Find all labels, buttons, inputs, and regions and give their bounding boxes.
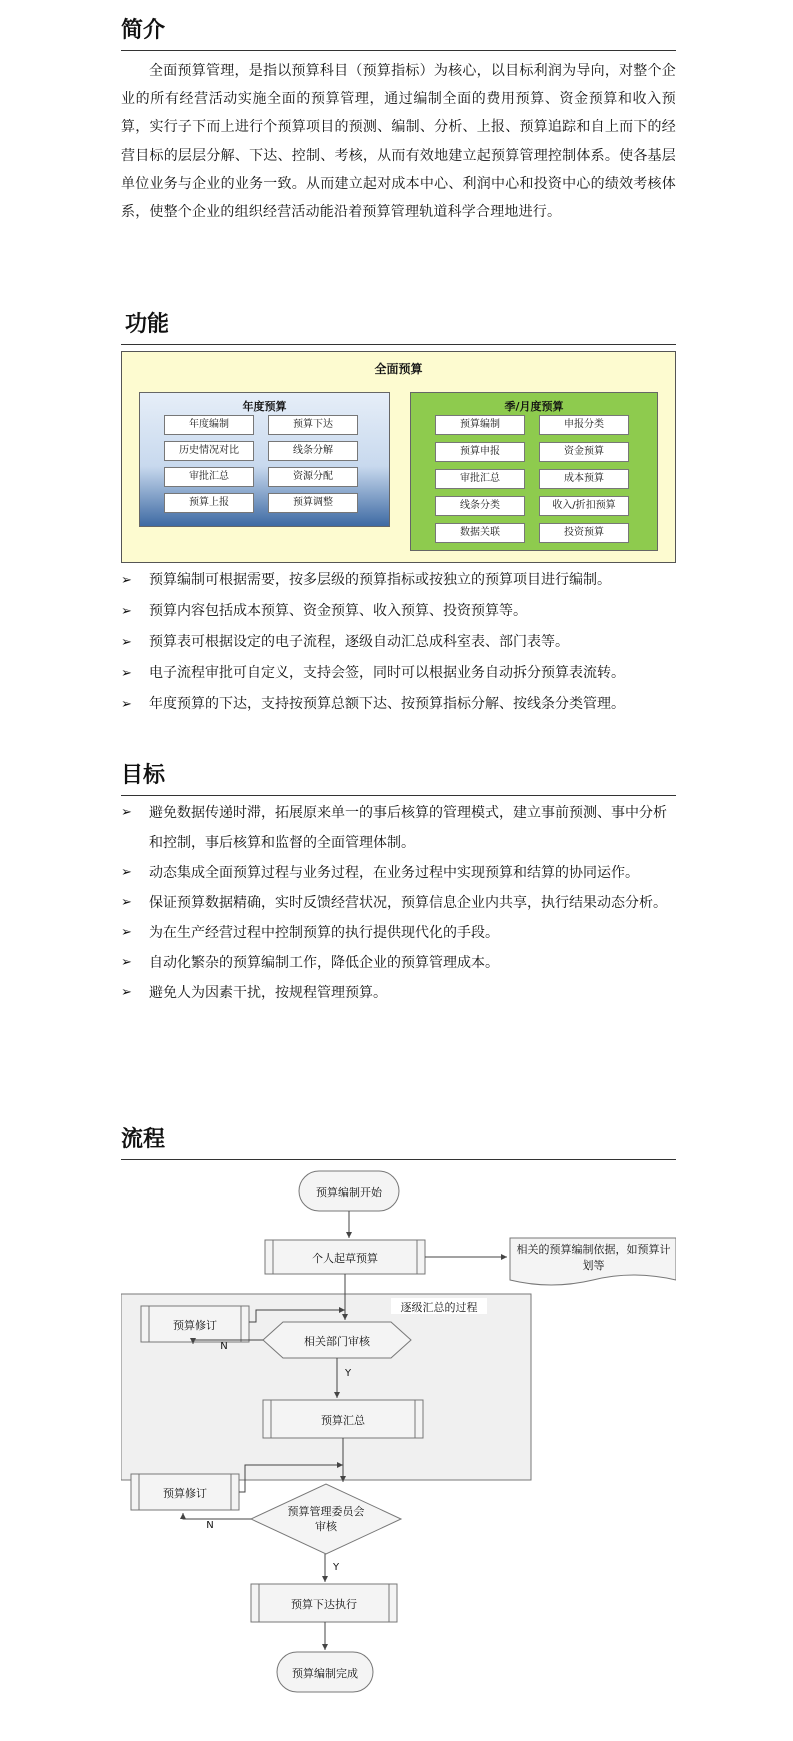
- function-item: 预算下达: [268, 415, 358, 435]
- arrow-bullet-icon: ➢: [121, 955, 132, 970]
- intro-paragraph: 全面预算管理，是指以预算科目（预算指标）为核心，以目标利润为导向，对整个企业的所有经营活动实施全面的预算管理，通过编制全面的费用预算、资金预算和收入预算，实行子下而上进行个预算项目的预测、编制、分析、上报、预算追踪和自上而下的经营目标的层层分解、下达、控制、考核，从而有效地建立起预算管理控制体系。使各基层单位业务与企业的业务一致。从而建立起对成本中心、利润中心和投资中心的绩效考核体系，使整个企业的组织经营活动能沿着预算管理轨道科学合理地进行。: [121, 63, 676, 221]
- revise-label: 预算修订: [173, 1319, 217, 1332]
- function-item: 预算申报: [435, 442, 525, 462]
- panel-title: 年度预算: [242, 400, 287, 413]
- arrow-bullet-icon: ➢: [121, 635, 132, 650]
- group-label: 逐级汇总的过程: [400, 1301, 478, 1314]
- function-item: 成本预算: [539, 469, 629, 489]
- yes-label: Y: [332, 1562, 340, 1573]
- section-title-intro: 简介: [121, 18, 166, 43]
- revise-label: 预算修订: [163, 1487, 207, 1500]
- process-flowchart: [121, 1164, 676, 1724]
- no-label: N: [206, 1520, 214, 1531]
- function-item: 资源分配: [268, 467, 358, 487]
- arrow-bullet-icon: ➢: [121, 573, 132, 588]
- arrow-bullet-icon: ➢: [121, 895, 132, 910]
- summary-label: 预算汇总: [321, 1414, 365, 1427]
- function-item: 预算编制: [435, 415, 525, 435]
- list-item: ➢ 避免数据传递时滞，拓展原来单一的事后核算的管理模式，建立事前预测、事中分析和控制，事后核算和监督的全面管理体制。: [121, 798, 676, 858]
- divider: [121, 344, 676, 345]
- quarterly-monthly-budget-panel: [410, 392, 658, 551]
- annual-budget-panel: [139, 392, 390, 527]
- function-item: 年度编制: [164, 415, 254, 435]
- function-item: 线条分类: [435, 496, 525, 516]
- function-item: 历史情况对比: [164, 441, 254, 461]
- function-item: 线条分解: [268, 441, 358, 461]
- start-label: 预算编制开始: [316, 1186, 382, 1199]
- arrow-bullet-icon: ➢: [121, 697, 132, 712]
- draft-label: 个人起草预算: [312, 1252, 378, 1265]
- divider: [121, 1159, 676, 1160]
- list-item: ➢ 预算表可根据设定的电子流程，逐级自动汇总成科室表、部门表等。: [121, 627, 676, 658]
- list-item: ➢ 保证预算数据精确，实时反馈经营状况，预算信息企业内共享，执行结果动态分析。: [121, 888, 676, 918]
- function-item: 收入/折扣预算: [539, 496, 629, 516]
- end-label: 预算编制完成: [292, 1667, 358, 1680]
- arrow-bullet-icon: ➢: [121, 805, 132, 820]
- function-item: 审批汇总: [435, 469, 525, 489]
- function-item: 预算上报: [164, 493, 254, 513]
- no-label: N: [220, 1341, 228, 1352]
- arrow-bullet-icon: ➢: [121, 666, 132, 681]
- arrow-bullet-icon: ➢: [121, 925, 132, 940]
- diagram-title: 全面预算: [374, 362, 423, 376]
- section-title-goals: 目标: [121, 763, 166, 788]
- committee-label: 预算管理委员会审核: [287, 1505, 365, 1533]
- goals-bullet-list: [121, 798, 676, 1008]
- function-item: 申报分类: [539, 415, 629, 435]
- dept-review-label: 相关部门审核: [304, 1335, 370, 1348]
- functions-bullet-list: [121, 565, 676, 720]
- yes-label: Y: [344, 1368, 352, 1379]
- section-title-process: 流程: [121, 1127, 166, 1152]
- budget-function-diagram: [121, 351, 676, 563]
- arrow-bullet-icon: ➢: [121, 604, 132, 619]
- divider: [121, 50, 676, 51]
- list-item: ➢ 年度预算的下达，支持按预算总额下达、按预算指标分解、按线条分类管理。: [121, 689, 676, 720]
- function-item: 投资预算: [539, 523, 629, 543]
- function-item: 预算调整: [268, 493, 358, 513]
- list-item: ➢ 避免人为因素干扰，按规程管理预算。: [121, 978, 676, 1008]
- function-item: 资金预算: [539, 442, 629, 462]
- list-item: ➢ 预算内容包括成本预算、资金预算、收入预算、投资预算等。: [121, 596, 676, 627]
- function-item: 审批汇总: [164, 467, 254, 487]
- section-title-functions: 功能: [125, 312, 170, 337]
- list-item: ➢ 电子流程审批可自定义，支持会签，同时可以根据业务自动拆分预算表流转。: [121, 658, 676, 689]
- divider: [121, 795, 676, 796]
- list-item: ➢ 自动化繁杂的预算编制工作，降低企业的预算管理成本。: [121, 948, 676, 978]
- issue-label: 预算下达执行: [291, 1598, 357, 1611]
- arrow-bullet-icon: ➢: [121, 865, 132, 880]
- list-item: ➢ 动态集成全面预算过程与业务过程，在业务过程中实现预算和结算的协同运作。: [121, 858, 676, 888]
- arrow-bullet-icon: ➢: [121, 985, 132, 1000]
- list-item: ➢ 为在生产经营过程中控制预算的执行提供现代化的手段。: [121, 918, 676, 948]
- function-item: 数据关联: [435, 523, 525, 543]
- panel-title: 季/月度预算: [504, 400, 564, 413]
- note-label: 相关的预算编制依据，如预算计划等: [516, 1243, 671, 1272]
- list-item: ➢ 预算编制可根据需要，按多层级的预算指标或按独立的预算项目进行编制。: [121, 565, 676, 596]
